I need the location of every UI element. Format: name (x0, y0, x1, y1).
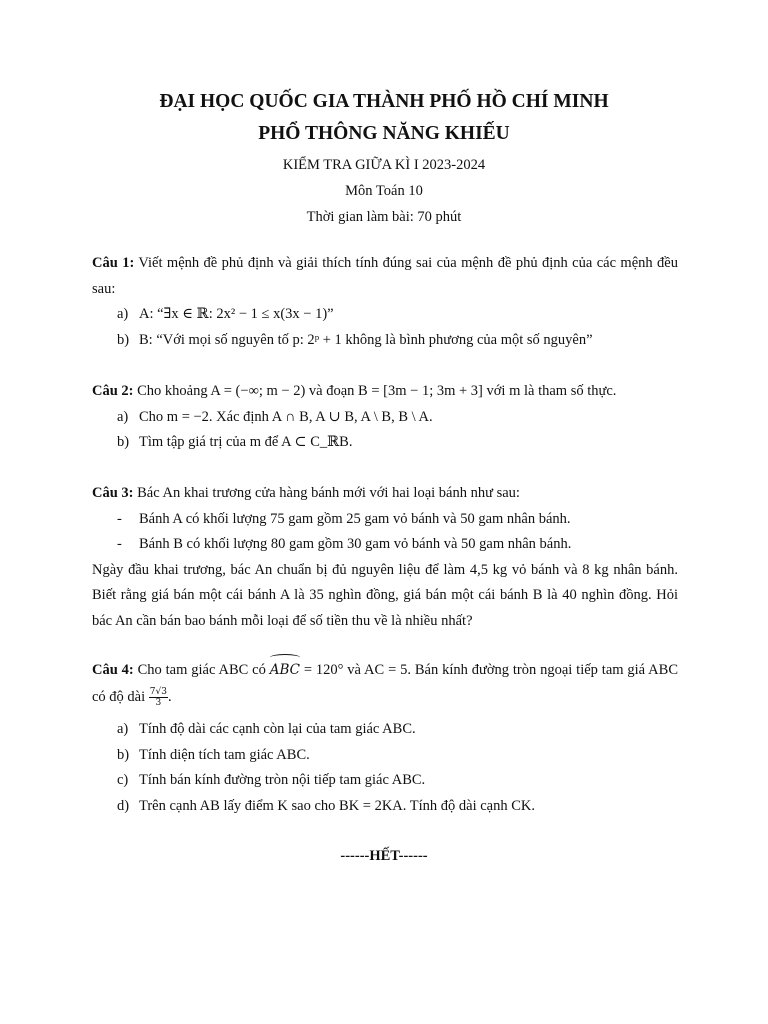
question-3-text: Bác An khai trương cửa hàng bánh mới với hai loại bánh như sau: (133, 485, 520, 501)
subject-line: Môn Toán 10 (345, 183, 423, 199)
question-3 (92, 481, 678, 634)
question-3-item-1 (117, 507, 678, 533)
question-1-stem (92, 251, 678, 302)
question-4-text-1: Cho tam giác ABC có (133, 662, 270, 678)
part-text: Tính diện tích tam giác ABC. (139, 746, 310, 763)
radius-fraction (149, 687, 168, 708)
question-1-label: Câu 1: (92, 255, 135, 271)
question-3-item-2 (117, 532, 678, 558)
part-label: a) (117, 306, 129, 322)
question-4-text-2: = 120° và AC = 5. Bán kính đường tròn ngoại tiếp tam giá ABC có độ dài (92, 662, 678, 705)
part-label: b) (117, 331, 130, 348)
part-text: Cho m = −2. Xác định A ∩ B, A ∪ B, A \ B, B \ A. (139, 408, 433, 425)
question-4-part-a (117, 717, 678, 743)
bullet-dash: - (117, 536, 122, 552)
angle-abc: ABC (270, 657, 300, 684)
part-label: a) (117, 408, 129, 425)
exam-header (0, 86, 768, 230)
question-1-part-a (117, 302, 678, 328)
part-text: Trên cạnh AB lấy điểm K sao cho BK = 2KA. Tính độ dài cạnh CK. (139, 797, 536, 814)
question-2-text: Cho khoảng A = (−∞; m − 2) và đoạn B = [3m − 1; 3m + 3] với m là tham số thực. (133, 383, 617, 399)
question-2-part-a (117, 405, 678, 431)
question-4-part-c (117, 768, 678, 794)
part-text: Tính độ dài các cạnh còn lại của tam giác ABC. (139, 721, 416, 737)
question-1-part-b (117, 328, 678, 354)
question-2-part-b (117, 430, 678, 456)
question-4 (92, 657, 678, 819)
item-text: Bánh B có khối lượng 80 gam gồm 30 gam vỏ bánh và 50 gam nhân bánh. (139, 536, 572, 552)
bullet-dash: - (117, 510, 122, 527)
question-2 (92, 379, 678, 456)
question-2-label: Câu 2: (92, 383, 134, 399)
part-text: B: “Với mọi số nguyên tố p: 2ᵖ + 1 không là bình phương của một số nguyên” (139, 331, 593, 348)
part-label: a) (117, 721, 129, 737)
question-4-part-d (117, 794, 678, 820)
item-text: Bánh A có khối lượng 75 gam gồm 25 gam vỏ bánh và 50 gam nhân bánh. (139, 510, 571, 527)
end-marker: ------HẾT------ (340, 848, 428, 864)
part-label: b) (117, 746, 130, 763)
school-title: PHỔ THÔNG NĂNG KHIẾU (258, 123, 510, 144)
question-4-stem (92, 657, 678, 711)
question-3-label: Câu 3: (92, 485, 134, 501)
part-label: b) (117, 434, 130, 450)
question-1 (92, 251, 678, 353)
part-text: A: “∃x ∈ ℝ: 2x² − 1 ≤ x(3x − 1)” (139, 306, 334, 322)
part-label: c) (117, 772, 129, 788)
question-1-text: Viết mệnh đề phủ định và giải thích tính đúng sai của mệnh đề phủ định của các mệnh đều sau: (92, 255, 678, 297)
university-title: ĐẠI HỌC QUỐC GIA THÀNH PHỐ HỒ CHÍ MINH (159, 91, 609, 112)
part-label: d) (117, 797, 130, 814)
question-4-text-3: . (167, 689, 172, 705)
fraction-denominator: 3 (155, 698, 162, 709)
part-text: Tìm tập giá trị của m để A ⊂ C_ℝB. (139, 434, 353, 450)
question-4-part-b (117, 743, 678, 769)
exam-title: KIỂM TRA GIỮA KÌ I 2023-2024 (282, 157, 486, 173)
question-4-label: Câu 4: (92, 662, 134, 678)
part-text: Tính bán kính đường tròn nội tiếp tam giác ABC. (139, 772, 426, 788)
question-3-stem (92, 481, 678, 507)
time-line: Thời gian làm bài: 70 phút (306, 209, 462, 225)
question-2-stem (92, 379, 678, 405)
fraction-numerator: 7√3 (149, 687, 167, 698)
question-3-paragraph: Ngày đầu khai trương, bác An chuẩn bị đủ nguyên liệu để làm 4,5 kg vỏ bánh và 8 kg nhân bánh. Biết rằng giá bán một cái bánh A là 35 nghìn đồng, giá bán một cái bánh B là 40 nghìn đồng. Hỏi bác An cần bán bao bánh mỗi loại để số tiền thu về là nhiều nhất? (92, 561, 678, 629)
